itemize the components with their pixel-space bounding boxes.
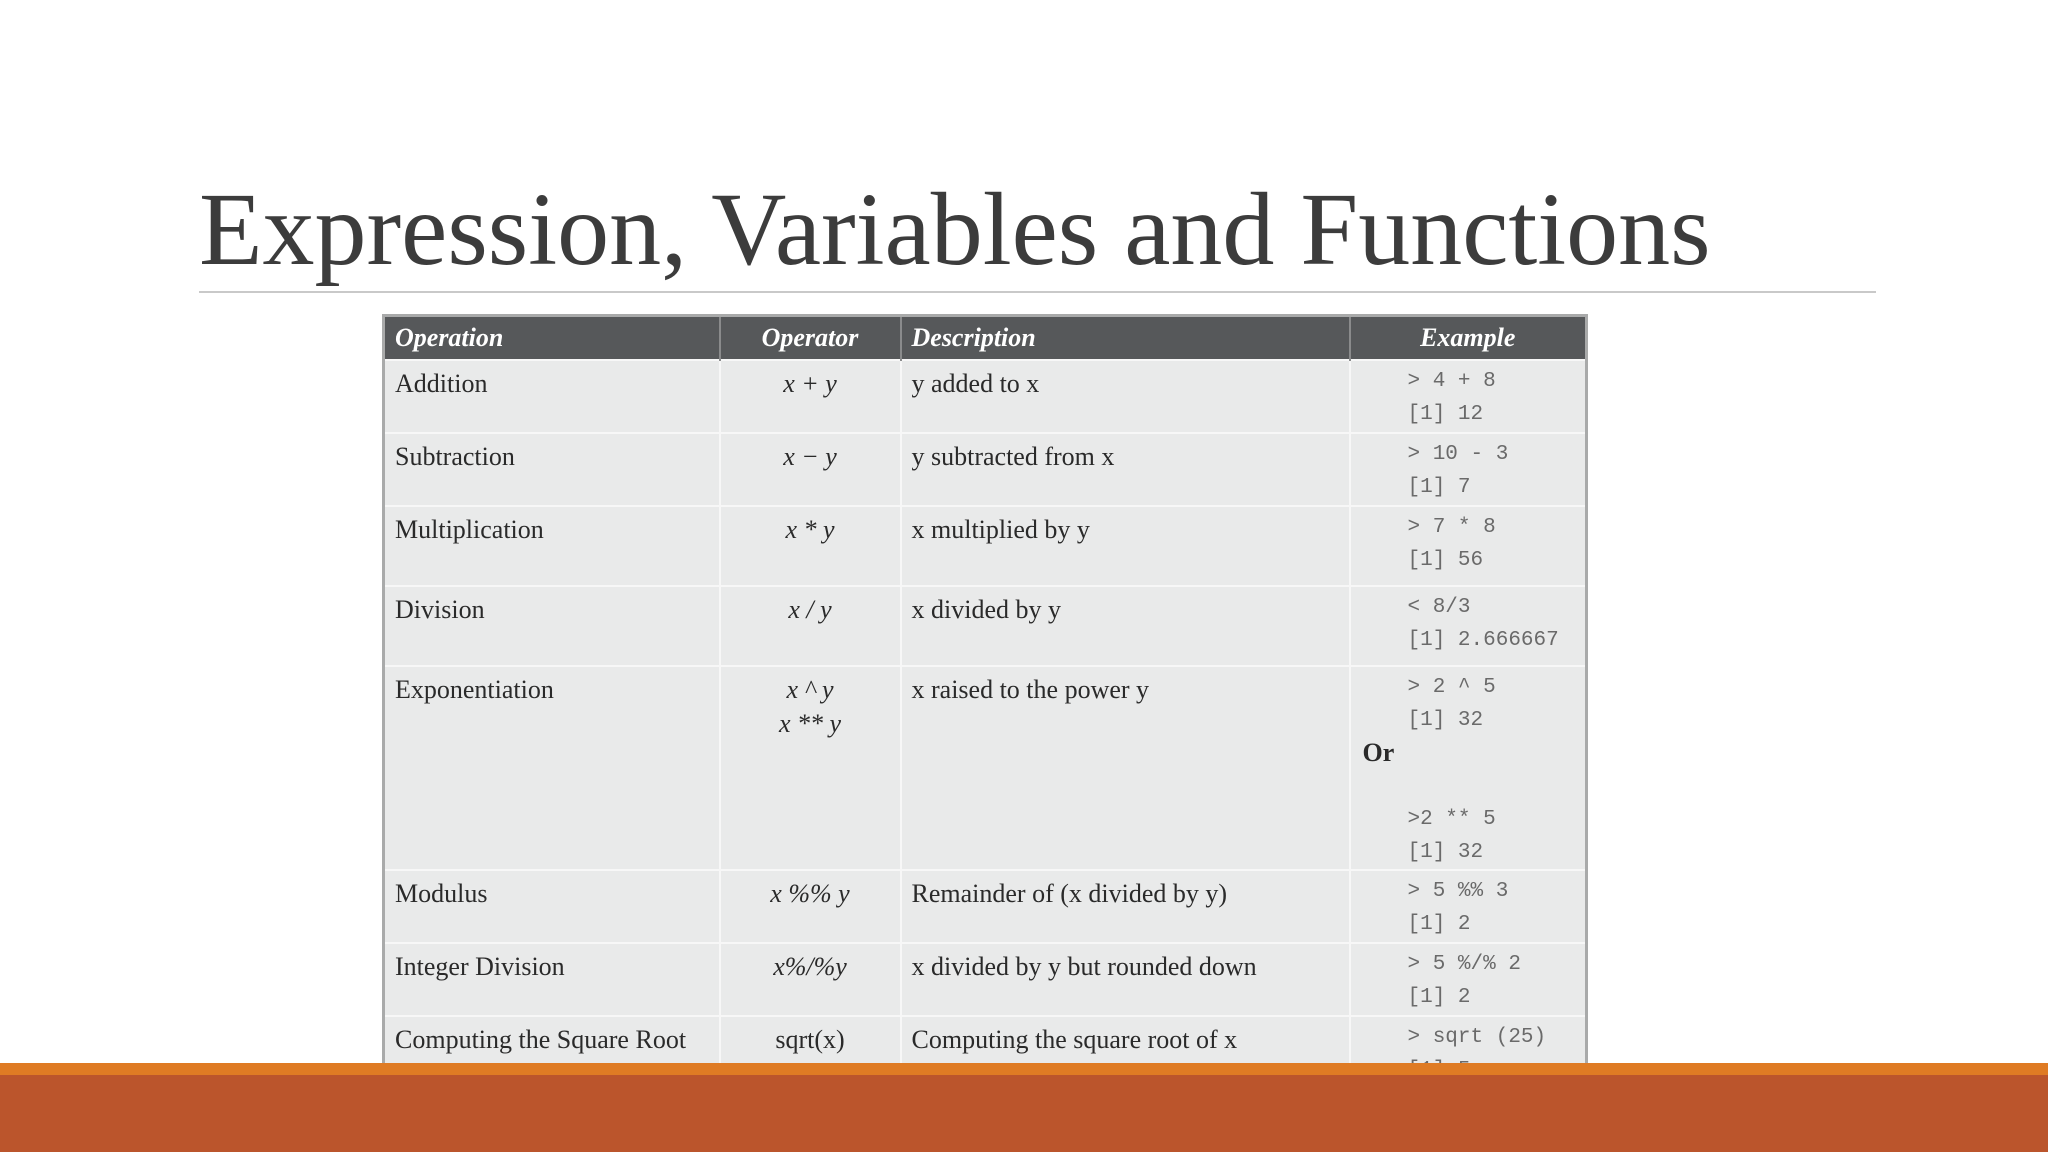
header-example: Example <box>1350 316 1587 361</box>
operator-cell <box>720 433 901 506</box>
example-line: > sqrt (25) <box>1407 1026 1547 1049</box>
example-cell <box>1350 870 1587 943</box>
operation-cell: Addition <box>384 360 720 433</box>
example-line: [1] 2 <box>1407 913 1471 936</box>
operator-cell <box>720 506 901 586</box>
header-operator: Operator <box>720 316 901 361</box>
operator-text: x%/%y <box>773 952 847 981</box>
example-cell <box>1350 433 1587 506</box>
operator-cell <box>720 586 901 666</box>
example-line: > 5 %% 3 <box>1407 880 1509 903</box>
operator-text: x − y <box>783 442 837 471</box>
example-line: [1] 32 <box>1407 841 1484 864</box>
footer-band <box>0 1075 2048 1152</box>
operator-text: sqrt(x) <box>775 1025 845 1054</box>
description-cell: x divided by y <box>901 586 1350 666</box>
operation-cell: Computing the Square Root <box>384 1016 720 1089</box>
description-cell: x multiplied by y <box>901 506 1350 586</box>
description-cell: x raised to the power y <box>901 666 1350 870</box>
example-line: [1] 2 <box>1407 986 1471 1009</box>
table-row <box>384 870 1587 943</box>
operator-cell <box>720 360 901 433</box>
operator-text: x %% y <box>770 879 850 908</box>
table-header-row <box>384 316 1587 361</box>
title-divider <box>199 291 1876 293</box>
example-line: [1] 7 <box>1407 476 1471 499</box>
example-line: > 7 * 8 <box>1407 516 1496 539</box>
example-line: > 5 %/% 2 <box>1407 953 1521 976</box>
operator-cell <box>720 870 901 943</box>
description-cell: Remainder of (x divided by y) <box>901 870 1350 943</box>
example-cell <box>1350 506 1587 586</box>
operator-text: x ^ y <box>786 675 834 704</box>
operator-text: x + y <box>783 369 837 398</box>
table-row <box>384 586 1587 666</box>
description-cell: x divided by y but rounded down <box>901 943 1350 1016</box>
table-row <box>384 360 1587 433</box>
example-line: [1] 56 <box>1407 549 1484 572</box>
operator-text: x ** y <box>778 709 842 738</box>
operation-cell: Subtraction <box>384 433 720 506</box>
description-cell: y added to x <box>901 360 1350 433</box>
operation-cell: Integer Division <box>384 943 720 1016</box>
example-line: >2 ** 5 <box>1407 808 1496 831</box>
example-cell <box>1350 586 1587 666</box>
example-cell <box>1350 666 1587 870</box>
operator-text: x * y <box>785 515 835 544</box>
description-cell: y subtracted from x <box>901 433 1350 506</box>
table-row <box>384 943 1587 1016</box>
table-row <box>384 506 1587 586</box>
example-line: < 8/3 <box>1407 596 1471 619</box>
header-description: Description <box>901 316 1350 361</box>
table-row <box>384 433 1587 506</box>
operation-cell: Modulus <box>384 870 720 943</box>
example-cell <box>1350 360 1587 433</box>
table-row <box>384 666 1587 870</box>
example-line: > 2 ^ 5 <box>1407 676 1496 699</box>
example-line: > 10 - 3 <box>1407 443 1509 466</box>
example-line: [1] 32 <box>1407 709 1484 732</box>
header-operation: Operation <box>384 316 720 361</box>
description-cell: Computing the square root of x <box>901 1016 1350 1089</box>
example-line: [1] 2.666667 <box>1407 629 1559 652</box>
example-separator: Or <box>1362 738 1395 767</box>
operator-cell <box>720 943 901 1016</box>
operator-cell <box>720 666 901 870</box>
example-line: > 4 + 8 <box>1407 370 1496 393</box>
operation-cell: Exponentiation <box>384 666 720 870</box>
operator-text: x / y <box>788 595 832 624</box>
example-cell <box>1350 943 1587 1016</box>
slide-title: Expression, Variables and Functions <box>199 172 1711 287</box>
operators-table <box>382 314 1588 1090</box>
operation-cell: Multiplication <box>384 506 720 586</box>
footer-accent-stripe <box>0 1063 2048 1075</box>
operation-cell: Division <box>384 586 720 666</box>
example-line: [1] 12 <box>1407 403 1484 426</box>
